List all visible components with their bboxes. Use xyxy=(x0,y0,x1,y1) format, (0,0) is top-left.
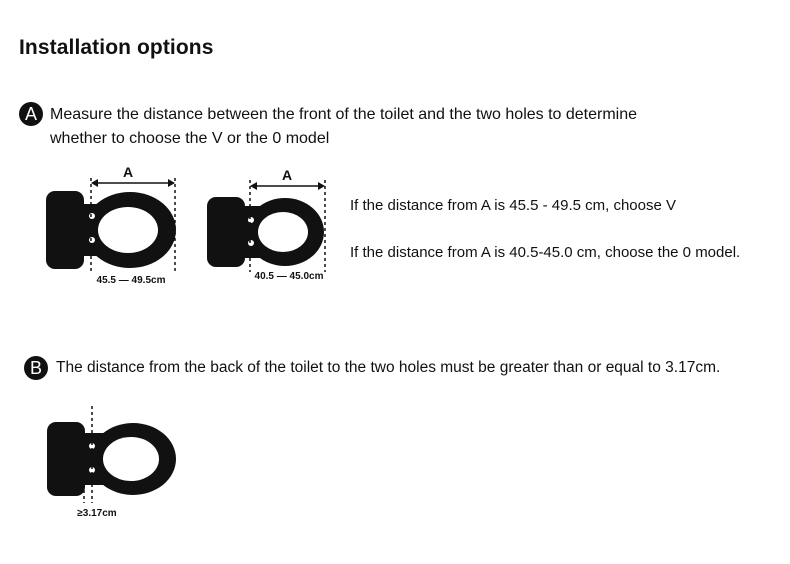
option-v-text: If the distance from A is 45.5 - 49.5 cm, choose V xyxy=(350,197,677,214)
toilet-seat-diagram-b xyxy=(47,406,176,519)
section-a-badge: A xyxy=(19,102,43,126)
page-title: Installation options xyxy=(19,36,214,59)
section-a-instruction-line2: whether to choose the V or the 0 model xyxy=(50,130,330,147)
diagram-v-range-label: 45.5 — 49.5cm xyxy=(96,275,166,286)
toilet-seat-diagram-0 xyxy=(207,167,325,282)
section-a-instruction-line1: Measure the distance between the front of the toilet and the two holes to determine xyxy=(50,106,638,123)
diagram-b-distance-label: ≥3.17cm xyxy=(77,508,117,519)
toilet-seat-diagram-v xyxy=(46,164,176,286)
section-b-badge: B xyxy=(24,356,48,380)
diagram-0-range-label: 40.5 — 45.0cm xyxy=(254,271,324,282)
option-0-text: If the distance from A is 40.5-45.0 cm, choose the 0 model. xyxy=(350,244,741,261)
section-b-instruction: The distance from the back of the toilet to the two holes must be greater than or equal to 3.17cm. xyxy=(56,359,721,376)
diagram-0-dimension-label: A xyxy=(281,167,293,183)
diagram-v-dimension-label: A xyxy=(122,164,134,180)
